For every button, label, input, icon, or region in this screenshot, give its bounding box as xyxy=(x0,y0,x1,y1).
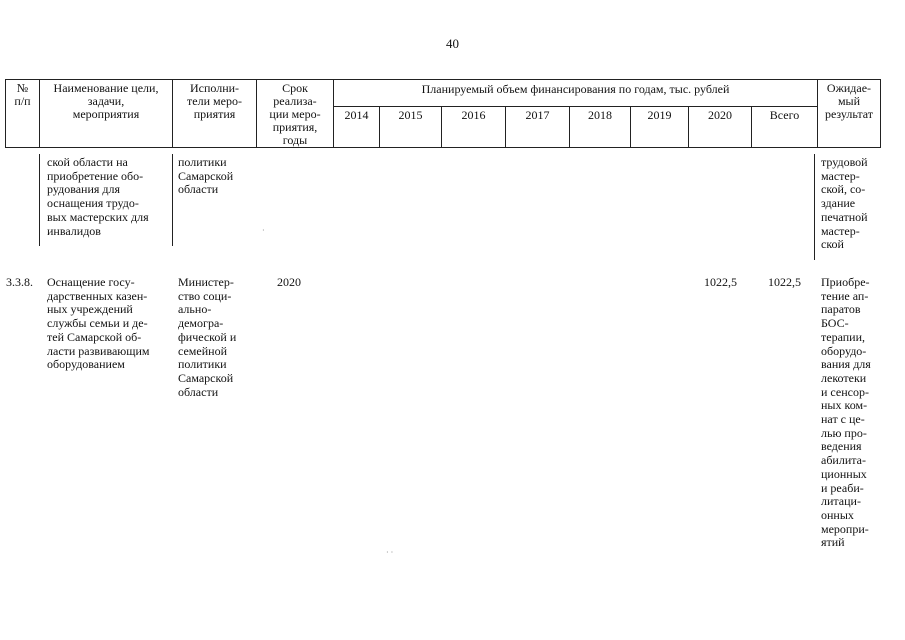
header-total: Всего xyxy=(752,107,818,148)
row2-result: Приобре- тение ап- паратов БОС- терапии, оборудо- вания для лекотеки и сенсор- ных ком- нат с це- лью про- ведения абилита- ционных и реаби- литаци- онных меропри- ятий xyxy=(821,275,871,550)
column-divider xyxy=(39,154,40,246)
header-year-2019: 2019 xyxy=(631,107,689,148)
header-year-2016: 2016 xyxy=(442,107,506,148)
row2-name: Оснащение госу- дарственных казен- ных учреждений службы семьи и де- тей Самарской об- ласти развивающим оборудованием xyxy=(47,275,150,372)
header-number: № п/п xyxy=(6,80,40,148)
row2-value-2020: 1022,5 xyxy=(704,275,737,289)
scan-speck: · · xyxy=(386,548,394,557)
row1-result: трудовой мастер- ской, со- здание печатной мастер- ской xyxy=(821,155,868,252)
row2-value-total: 1022,5 xyxy=(768,275,801,289)
scan-speck: · xyxy=(262,226,265,235)
row1-executor: политики Самарской области xyxy=(178,155,234,197)
column-divider xyxy=(172,154,173,246)
table-header xyxy=(5,79,881,148)
row2-executor: Министер- ство соци- ально- демогра- фической и семейной политики Самарской области xyxy=(178,275,237,399)
header-year-2017: 2017 xyxy=(506,107,570,148)
header-result: Ожидае- мый результат xyxy=(818,80,881,148)
header-term: Срок реализа- ции меро- приятия, годы xyxy=(257,80,334,148)
row2-number: 3.3.8. xyxy=(6,275,33,289)
header-year-2015: 2015 xyxy=(380,107,442,148)
column-divider xyxy=(814,154,815,260)
row1-name: ской области на приобретение обо- рудования для оснащения трудо- вых мастерских для инвалидов xyxy=(47,155,149,238)
page-number: 40 xyxy=(446,36,459,51)
header-year-2018: 2018 xyxy=(570,107,631,148)
row2-term: 2020 xyxy=(277,275,301,289)
header-executor: Исполни- тели меро- приятия xyxy=(173,80,257,148)
header-funding: Планируемый объем финансирования по годам, тыс. рублей xyxy=(334,80,818,107)
header-year-2014: 2014 xyxy=(334,107,380,148)
header-year-2020: 2020 xyxy=(689,107,752,148)
header-name: Наименование цели, задачи, мероприятия xyxy=(40,80,173,148)
